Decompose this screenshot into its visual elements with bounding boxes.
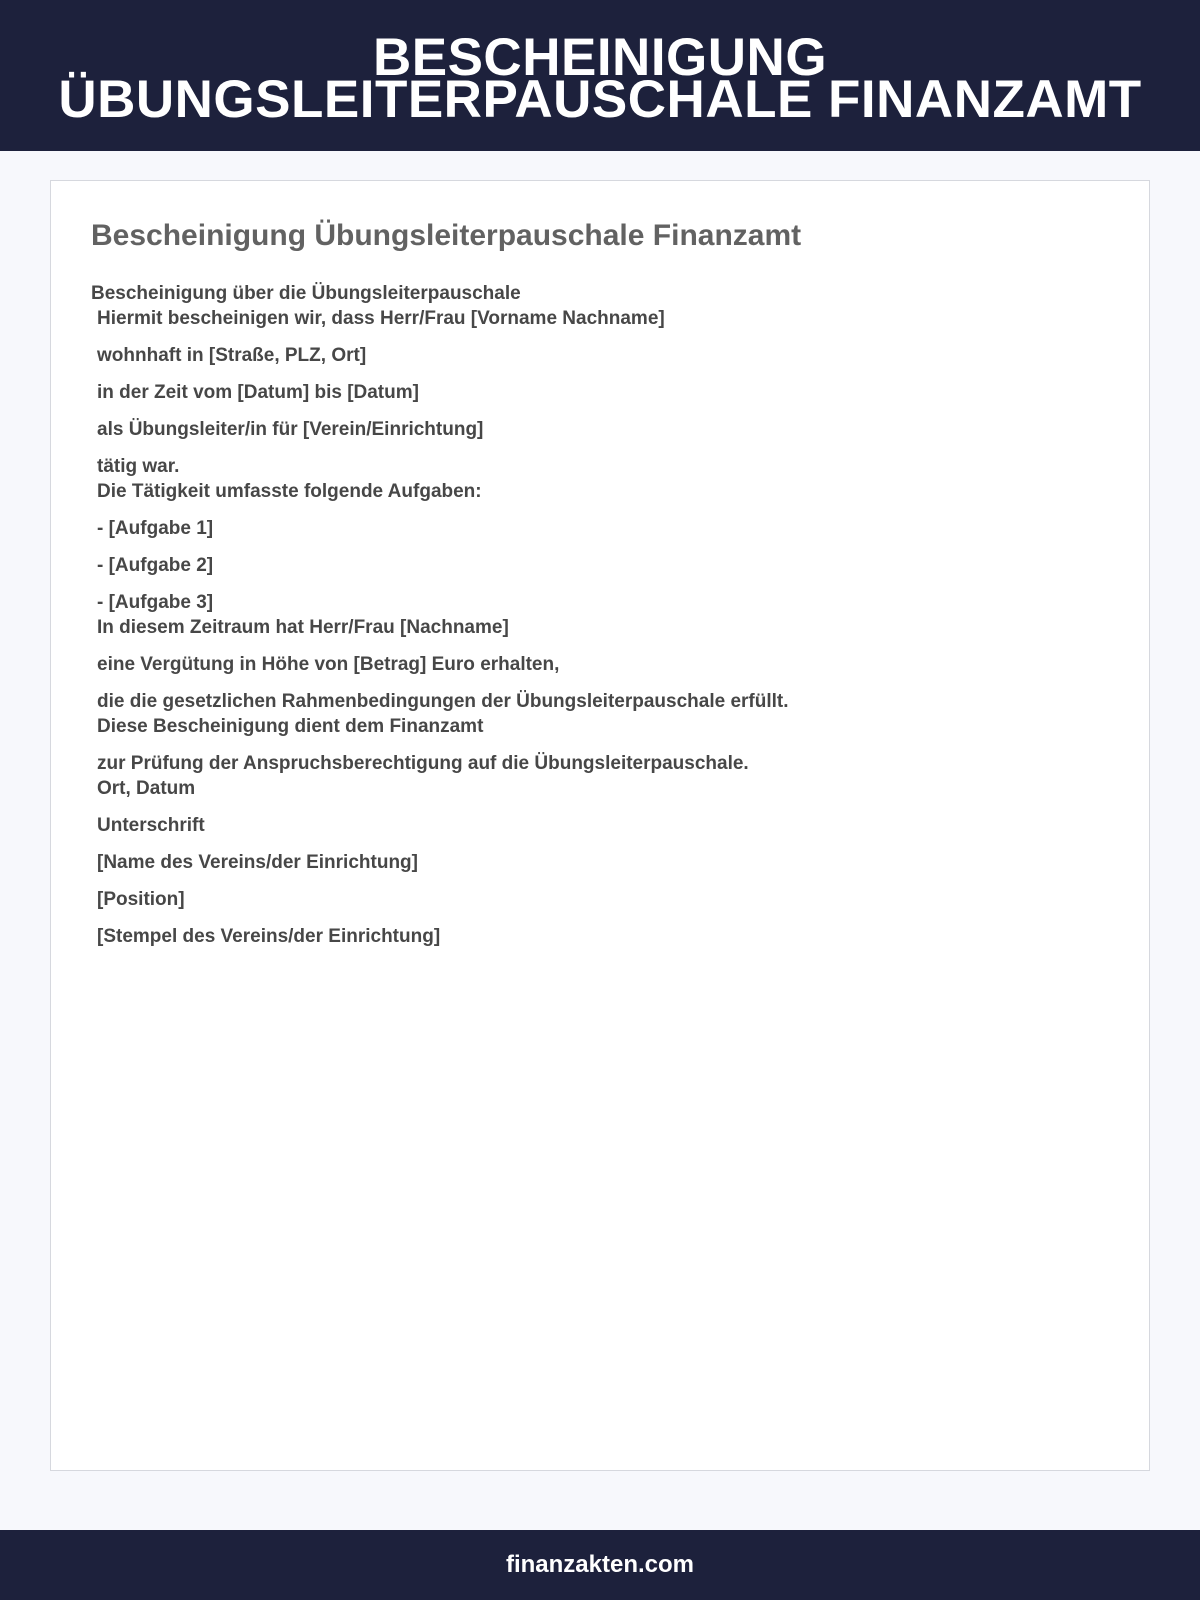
intro-line: wohnhaft in [Straße, PLZ, Ort]: [97, 345, 367, 366]
document-card: [50, 180, 1150, 1471]
payment-line: die die gesetzlichen Rahmenbedingungen der Übungsleiterpauschale erfüllt.: [97, 691, 789, 712]
tasks-line: Die Tätigkeit umfasste folgende Aufgaben:: [97, 481, 482, 502]
tasks-block: [91, 479, 1091, 615]
banner-title-line1: BESCHEINIGUNG: [372, 27, 828, 87]
task-item: - [Aufgabe 3]: [97, 592, 214, 613]
purpose-line: zur Prüfung der Anspruchsberechtigung auf die Übungsleiterpauschale.: [97, 753, 749, 774]
intro-line: Hiermit bescheinigen wir, dass Herr/Frau [Vorname Nachname]: [97, 308, 665, 329]
banner-title: [58, 27, 1142, 129]
task-item: - [Aufgabe 2]: [97, 555, 214, 576]
task-item: - [Aufgabe 1]: [97, 518, 214, 539]
signature-line: [Name des Vereins/der Einrichtung]: [97, 852, 418, 873]
signature-line: [Position]: [97, 889, 185, 910]
signature-line: Unterschrift: [97, 815, 205, 836]
payment-line: In diesem Zeitraum hat Herr/Frau [Nachname]: [97, 617, 509, 638]
intro-line: tätig war.: [97, 456, 180, 477]
signature-line: Ort, Datum: [97, 778, 196, 799]
page-footer: [0, 1530, 1200, 1600]
payment-line: eine Vergütung in Höhe von [Betrag] Euro erhalten,: [97, 654, 560, 675]
intro-block: [91, 306, 1091, 479]
intro-line: als Übungsleiter/in für [Verein/Einrichtung]: [97, 419, 484, 440]
banner-title-line2: ÜBUNGSLEITERPAUSCHALE FINANZAMT: [58, 69, 1142, 129]
document-title: Bescheinigung Übungsleiterpauschale Finanzamt: [91, 219, 802, 252]
document-heading: Bescheinigung über die Übungsleiterpauschale: [91, 283, 521, 304]
signature-block: [91, 776, 1091, 949]
purpose-line: Diese Bescheinigung dient dem Finanzamt: [97, 716, 484, 737]
document-body: [91, 281, 1091, 949]
footer-site-link[interactable]: finanzakten.com: [505, 1551, 695, 1578]
intro-line: in der Zeit vom [Datum] bis [Datum]: [97, 382, 419, 403]
payment-block: [91, 615, 1091, 714]
purpose-block: [91, 714, 1091, 776]
signature-line: [Stempel des Vereins/der Einrichtung]: [97, 926, 441, 947]
page-banner: [0, 0, 1200, 151]
